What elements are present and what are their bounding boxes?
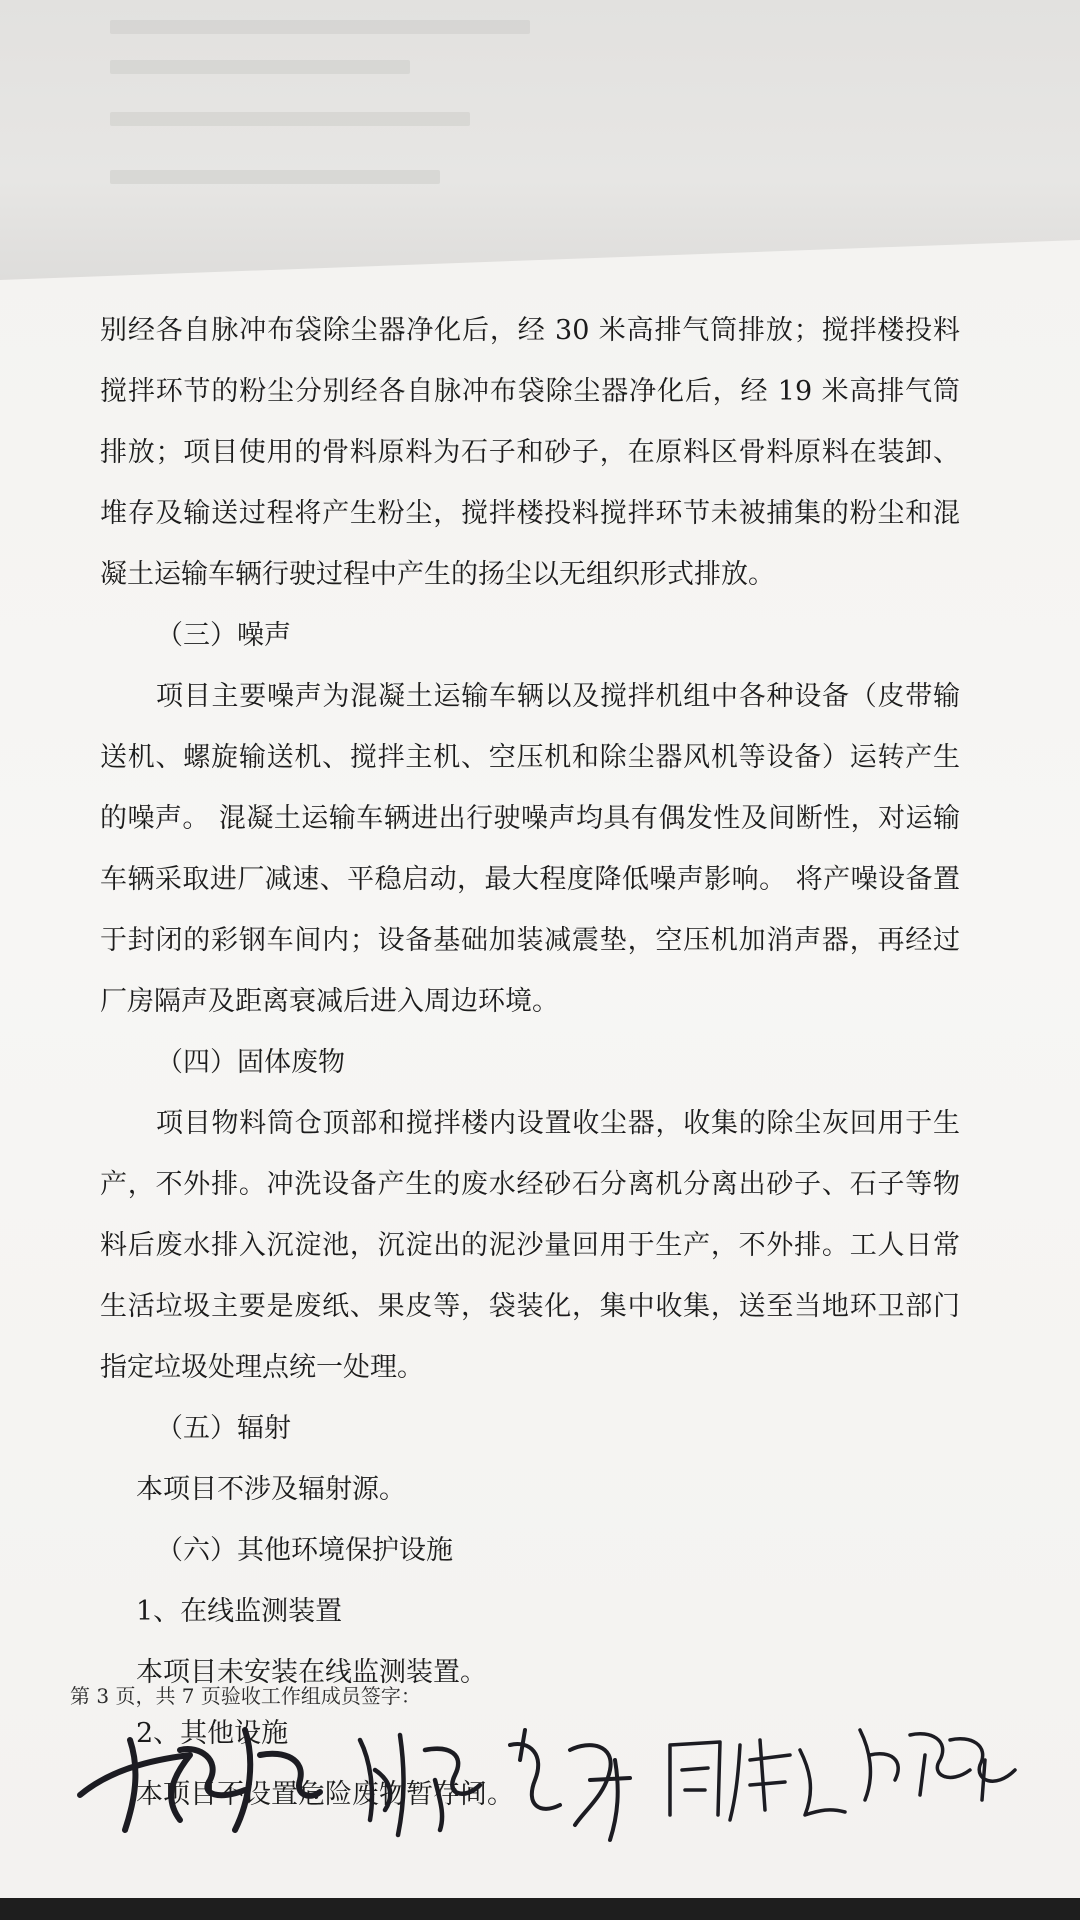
- paragraph-radiation: 本项目不涉及辐射源。: [136, 1474, 406, 1505]
- paragraph-solid-waste: 项目物料筒仓顶部和搅拌楼内设置收尘器，收集的除尘灰回用于生产，不外排。冲洗设备产生的废水经砂石分离机分离出砂子、石子等物料后废水排入沉淀池，沉淀出的泥沙量回用于生产，不外排。工人日常生活垃圾主要是废纸、果皮等，袋装化，集中收集，送至当地环卫部门指定垃圾处理点统一处理。: [100, 1108, 960, 1383]
- page-footer: 第 3 页，共 7 页验收工作组成员签字：: [70, 1684, 421, 1708]
- signature-4: [670, 1740, 845, 1820]
- section-heading-radiation: （五）辐射: [156, 1413, 291, 1444]
- faded-text-line: [110, 170, 440, 184]
- faded-text-line: [110, 60, 410, 74]
- paragraph-noise: 项目主要噪声为混凝土运输车辆以及搅拌机组中各种设备（皮带输送机、螺旋输送机、搅拌主机、空压机和除尘器风机等设备）运转产生的噪声。 混凝土运输车辆进出行驶噪声均具有偶发性及间断性，对运输车辆采取进厂减速、平稳启动，最大程度降低噪声影响。 将产噪设备置于封闭的彩钢车间内；设备基础加装减震垫，空压机加消声器，再经过厂房隔声及距离衰减后进入周边环境。: [100, 681, 960, 1017]
- faded-text-line: [110, 20, 530, 34]
- signature-area: [70, 1700, 1030, 1850]
- signature-5: [860, 1730, 1015, 1800]
- section-heading-noise: （三）噪声: [156, 620, 291, 651]
- signature-2: [360, 1735, 480, 1835]
- paragraph-hazardous-waste: 本项目不设置危险废物暂存间。: [136, 1779, 514, 1810]
- paragraph-online-monitoring: 本项目未安装在线监测装置。: [136, 1657, 487, 1688]
- document-body: [100, 300, 960, 1825]
- signature-3: [510, 1730, 630, 1840]
- section-heading-solid-waste: （四）固体废物: [156, 1047, 345, 1078]
- signature-1: [80, 1730, 320, 1830]
- faded-text-line: [110, 112, 470, 126]
- subheading-online-monitoring: 1、在线监测装置: [136, 1596, 343, 1627]
- paragraph-dust: 别经各自脉冲布袋除尘器净化后，经 30 米高排气筒排放；搅拌楼投料搅拌环节的粉尘分别经各自脉冲布袋除尘器净化后，经 19 米高排气筒排放；项目使用的骨料原料为石子和砂子，在原料区骨料原料在装卸、堆存及输送过程将产生粉尘，搅拌楼投料搅拌环节未被捕集的粉尘和混凝土运输车辆行驶过程中产生的扬尘以无组织形式排放。: [100, 315, 960, 590]
- desk-surface: [0, 1898, 1080, 1920]
- section-heading-other-facilities: （六）其他环境保护设施: [156, 1535, 453, 1566]
- subheading-other-facilities: 2、其他设施: [136, 1718, 289, 1749]
